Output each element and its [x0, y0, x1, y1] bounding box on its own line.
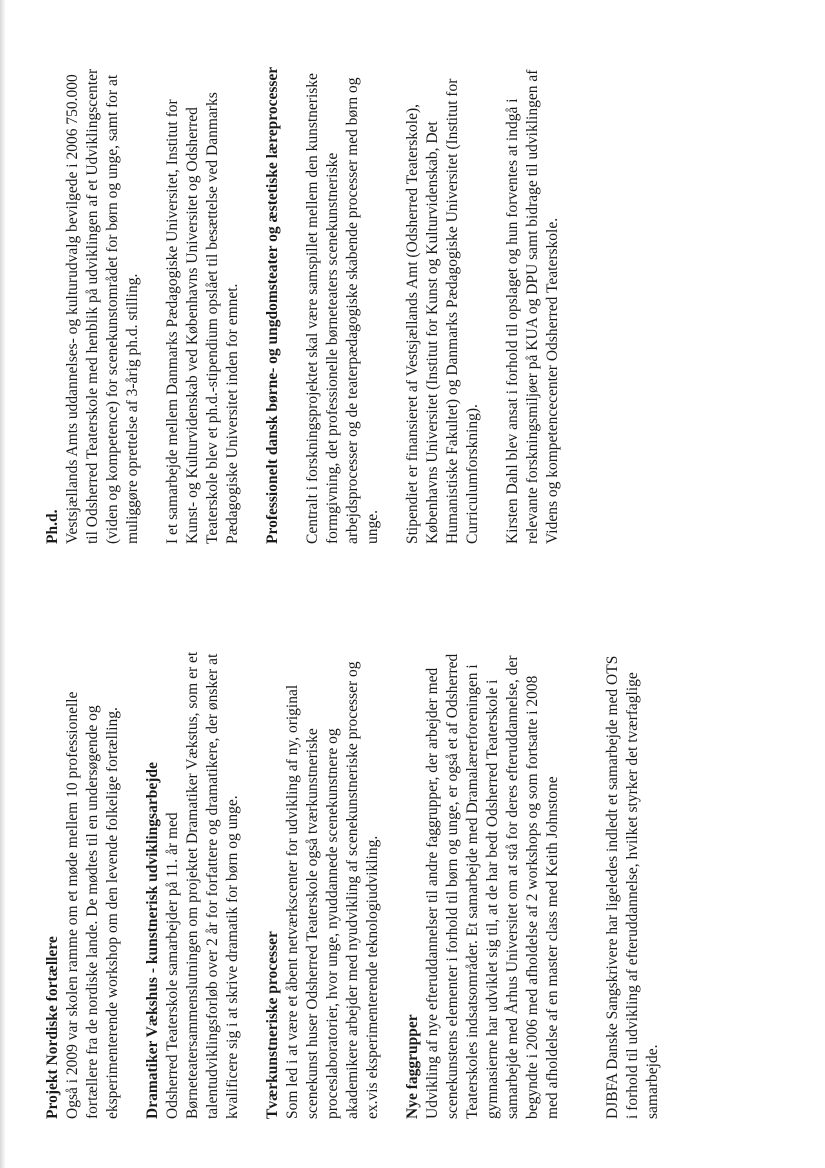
section-body: Som led i at være et åbent netværkscenter for udvikling af ny, original scenekunst huser Odsherred Teaterskole også tværkunstneriske proceslaboratorier, hvor unge, nyuddannede scenekunstnere og akademikere arbejder med nyudvikling af scenekunstneriske processer og ex.vis eksperimenterende teknologiudvikling. [284, 661, 381, 1119]
section-heading: Nye faggrupper [404, 1014, 421, 1119]
scan-edge [0, 0, 6, 1168]
section-heading: Tværkunstneriske processer [264, 931, 281, 1119]
section-dramatiker-vaekshus [143, 649, 243, 1119]
research-paragraph: Stipendiet er finansieret af Vestsjællands Amt (Odsherred Teaterskole), Københavns Universitet (Institut for Kunst og Kulturvidenskab, Det Humanistiske Fakultet) og Danmarks Pædagogiske Universitet (Institut for Curriculumforskning). [404, 78, 481, 544]
research-paragraph: Kirsten Dahl blev ansat i forhold til opslaget og hun forventes at indgå i relevante forskningsmiljøer på KUA og DPU samt bidrage til udviklingen af Videns og kompetencecenter Odsherred Teaterskole. [504, 69, 561, 544]
research-paragraph: Centralt i forskningsprojektet skal være samspillet mellem den kunstneriske formgivning, det professionelle børneteaters scenekunstneriske arbejdsprocesser og de teaterpædagogiske skabende processer med børn og unge. [304, 73, 381, 544]
rotated-page [43, 34, 783, 1134]
section-body: Også i 2009 var skolen ramme om et møde mellem 10 professionelle fortællere fra de nordiske lande. De mødtes til en undersøgende og eksperimenterende workshop om den levende folkelige fortælling. [64, 691, 121, 1119]
section-heading: Dramatiker Vækshus - kunstnerisk udviklingsarbejde [144, 762, 161, 1119]
section-djbfa [603, 649, 663, 1119]
section-body: DJBFA Danske Sangskrivere har ligeledes indledt et samarbejde med OTS i forhold til udvikling af efteruddannelse, hvilket styrker det tværfaglige samarbejde. [604, 655, 661, 1119]
section-tvaerkunstneriske-processer [263, 649, 383, 1119]
phd-paragraph: Vestsjællands Amts uddannelses- og kulturudvalg bevilgede i 2006 750.000 til Odsherred Teaterskole med henblik på udviklingen af et Udviklingscenter (viden og kompetence) for scenekunstområdet for børn og unge, samt for at muliggøre oprettelse af 3-årig ph.d. stilling. [64, 68, 141, 544]
section-nordiske-fortaellere [43, 649, 123, 1119]
section-nye-faggrupper [403, 649, 563, 1119]
phd-paragraph: I et samarbejde mellem Danmarks Pædagogiske Universitet, Institut for Kunst- og Kulturvidenskab ved Københavns Universitet og Odsherred Teaterskole blev et ph.d.-stipendium opslået til besættelse ved Danmarks Pædagogiske Universitet inden for emnet. [164, 92, 241, 544]
research-heading: Professionelt dansk børne- og ungdomsteater og æstetiske læreprocesser [264, 66, 281, 544]
section-heading: Projekt Nordiske fortællere [44, 936, 61, 1119]
section-body: Odsherred Teaterskole samarbejder på 11. år med Børneteatersammenslutningen om projektet Dramatiker Vækstus, som er et talentudviklingsforløb over 2 år for forfattere og dramatikere, der ønsker at kvalificere sig i at skrive dramatik for børn og unge. [164, 651, 241, 1119]
section-body: Udvikling af nye efteruddannelser til andre faggrupper, der arbejder med scenekunstens elementer i forhold til børn og unge, er også et af Odsherred Teaterskoles indsatsområder. Et samarbejde med Dramalærerforeningen i gymnasierne har udviklet sig til, at de har bedt Odsherred Teaterskole i samarbejde med Århus Universitet om at stå for deres efteruddannelse, der begyndte i 2006 med afholdelse af 2 workshops og som fortsatte i 2008 med afholdelse af en master class med Keith Johnstone [424, 653, 561, 1119]
phd-heading: Ph.d. [44, 509, 61, 544]
left-column [43, 649, 683, 1119]
right-column [43, 64, 583, 544]
